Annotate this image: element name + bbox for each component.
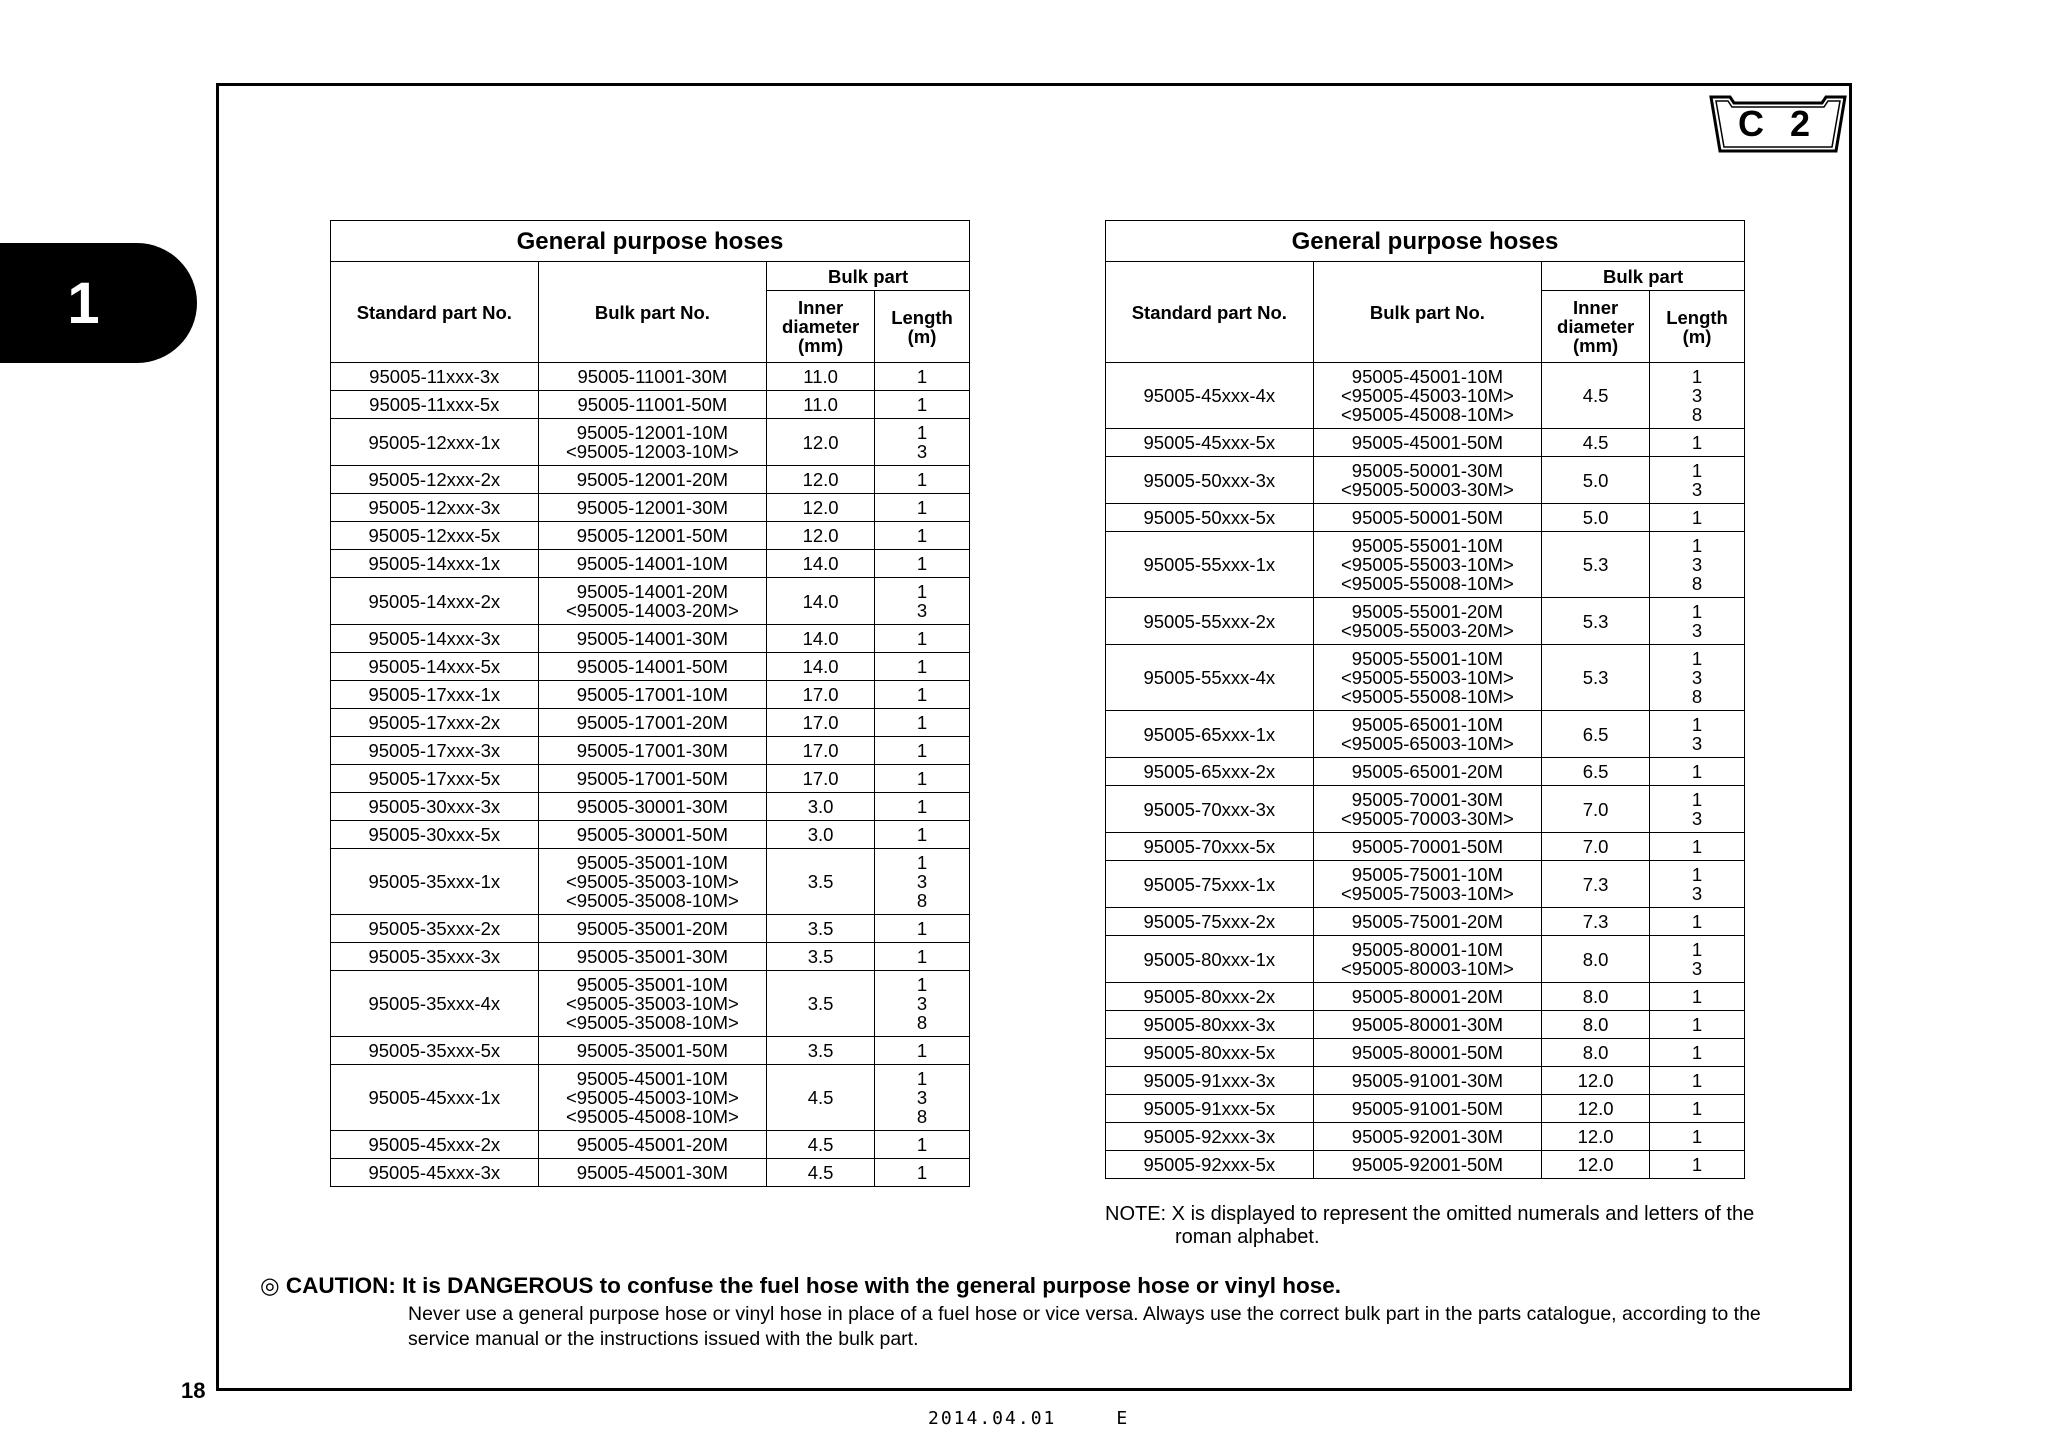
- cell-standard-part: 95005-14xxx-1x: [331, 550, 539, 578]
- cell-length: 1: [875, 653, 970, 681]
- cell-length: 1 3 8: [1650, 532, 1745, 598]
- hose-table-left: [330, 220, 970, 1187]
- cell-standard-part: 95005-17xxx-5x: [331, 765, 539, 793]
- cell-standard-part: 95005-11xxx-5x: [331, 391, 539, 419]
- table-row: [1106, 758, 1745, 786]
- cell-inner-diameter: 4.5: [767, 1131, 875, 1159]
- col-inner-diameter: Inner diameter (mm): [767, 291, 875, 363]
- cell-bulk-part: 95005-11001-50M: [538, 391, 767, 419]
- cell-bulk-part: 95005-55001-20M <95005-55003-20M>: [1313, 598, 1542, 645]
- table-row: [1106, 936, 1745, 983]
- table-row: [1106, 833, 1745, 861]
- cell-length: 1: [1650, 1095, 1745, 1123]
- cell-standard-part: 95005-45xxx-4x: [1106, 363, 1314, 429]
- cell-standard-part: 95005-80xxx-3x: [1106, 1011, 1314, 1039]
- table-row: [1106, 1095, 1745, 1123]
- cell-inner-diameter: 3.0: [767, 793, 875, 821]
- cell-bulk-part: 95005-70001-50M: [1313, 833, 1542, 861]
- cell-length: 1: [1650, 1067, 1745, 1095]
- cell-standard-part: 95005-35xxx-2x: [331, 915, 539, 943]
- cell-standard-part: 95005-80xxx-2x: [1106, 983, 1314, 1011]
- cell-inner-diameter: 12.0: [1542, 1151, 1650, 1179]
- cell-inner-diameter: 17.0: [767, 709, 875, 737]
- cell-bulk-part: 95005-91001-30M: [1313, 1067, 1542, 1095]
- cell-inner-diameter: 3.5: [767, 915, 875, 943]
- cell-length: 1: [875, 1131, 970, 1159]
- table-row: [1106, 645, 1745, 711]
- table-row: [1106, 786, 1745, 833]
- col-inner-diameter: Inner diameter (mm): [1542, 291, 1650, 363]
- table-row: [331, 971, 970, 1037]
- table-row: [331, 915, 970, 943]
- table-row: [331, 522, 970, 550]
- cell-standard-part: 95005-30xxx-5x: [331, 821, 539, 849]
- table-row: [1106, 1123, 1745, 1151]
- cell-standard-part: 95005-35xxx-4x: [331, 971, 539, 1037]
- table-row: [1106, 1151, 1745, 1179]
- cell-bulk-part: 95005-45001-20M: [538, 1131, 767, 1159]
- cell-bulk-part: 95005-35001-20M: [538, 915, 767, 943]
- cell-inner-diameter: 17.0: [767, 765, 875, 793]
- cell-standard-part: 95005-91xxx-5x: [1106, 1095, 1314, 1123]
- cell-bulk-part: 95005-12001-50M: [538, 522, 767, 550]
- cell-length: 1 3: [1650, 711, 1745, 758]
- cell-bulk-part: 95005-17001-30M: [538, 737, 767, 765]
- table-row: [331, 466, 970, 494]
- cell-standard-part: 95005-92xxx-3x: [1106, 1123, 1314, 1151]
- col-standard-part: Standard part No.: [331, 262, 539, 363]
- cell-inner-diameter: 12.0: [1542, 1067, 1650, 1095]
- caution-block: [260, 1272, 1820, 1352]
- cell-length: 1: [875, 737, 970, 765]
- table-row: [1106, 429, 1745, 457]
- cell-standard-part: 95005-17xxx-1x: [331, 681, 539, 709]
- cell-inner-diameter: 7.3: [1542, 861, 1650, 908]
- table-row: [1106, 861, 1745, 908]
- table-row: [331, 765, 970, 793]
- cell-inner-diameter: 5.3: [1542, 645, 1650, 711]
- table-row: [331, 1065, 970, 1131]
- cell-standard-part: 95005-70xxx-5x: [1106, 833, 1314, 861]
- cell-standard-part: 95005-35xxx-5x: [331, 1037, 539, 1065]
- cell-length: 1: [875, 793, 970, 821]
- table-row: [331, 943, 970, 971]
- cell-standard-part: 95005-91xxx-3x: [1106, 1067, 1314, 1095]
- cell-bulk-part: 95005-75001-20M: [1313, 908, 1542, 936]
- cell-standard-part: 95005-50xxx-3x: [1106, 457, 1314, 504]
- cell-bulk-part: 95005-55001-10M <95005-55003-10M> <95005-55008-10M>: [1313, 645, 1542, 711]
- chapter-tab: [0, 243, 197, 363]
- cell-standard-part: 95005-12xxx-3x: [331, 494, 539, 522]
- cell-bulk-part: 95005-17001-50M: [538, 765, 767, 793]
- cell-standard-part: 95005-75xxx-1x: [1106, 861, 1314, 908]
- table-row: [1106, 1067, 1745, 1095]
- cell-length: 1: [1650, 1151, 1745, 1179]
- table-row: [1106, 1011, 1745, 1039]
- cell-inner-diameter: 4.5: [767, 1065, 875, 1131]
- table-row: [331, 681, 970, 709]
- cell-bulk-part: 95005-50001-30M <95005-50003-30M>: [1313, 457, 1542, 504]
- caution-heading: [260, 1272, 1820, 1300]
- cell-bulk-part: 95005-45001-50M: [1313, 429, 1542, 457]
- cell-standard-part: 95005-92xxx-5x: [1106, 1151, 1314, 1179]
- caution-label: CAUTION:: [285, 1273, 396, 1298]
- cell-length: 1: [875, 522, 970, 550]
- cell-length: 1: [875, 1037, 970, 1065]
- cell-length: 1: [1650, 1039, 1745, 1067]
- cell-length: 1: [1650, 1011, 1745, 1039]
- cell-inner-diameter: 5.3: [1542, 532, 1650, 598]
- cell-standard-part: 95005-55xxx-2x: [1106, 598, 1314, 645]
- cell-bulk-part: 95005-80001-30M: [1313, 1011, 1542, 1039]
- cell-inner-diameter: 8.0: [1542, 936, 1650, 983]
- col-standard-part: Standard part No.: [1106, 262, 1314, 363]
- cell-length: 1 3: [1650, 861, 1745, 908]
- cell-standard-part: 95005-45xxx-2x: [331, 1131, 539, 1159]
- col-length: Length (m): [875, 291, 970, 363]
- table-row: [331, 363, 970, 391]
- cell-standard-part: 95005-45xxx-5x: [1106, 429, 1314, 457]
- cell-bulk-part: 95005-14001-50M: [538, 653, 767, 681]
- cell-inner-diameter: 11.0: [767, 391, 875, 419]
- cell-inner-diameter: 11.0: [767, 363, 875, 391]
- cell-inner-diameter: 7.0: [1542, 786, 1650, 833]
- cell-length: 1 3: [1650, 598, 1745, 645]
- cell-standard-part: 95005-17xxx-3x: [331, 737, 539, 765]
- cell-length: 1: [1650, 1123, 1745, 1151]
- cell-length: 1: [875, 550, 970, 578]
- table-row: [331, 1131, 970, 1159]
- cell-length: 1: [875, 494, 970, 522]
- table-row: [1106, 983, 1745, 1011]
- cell-bulk-part: 95005-12001-20M: [538, 466, 767, 494]
- cell-inner-diameter: 14.0: [767, 653, 875, 681]
- col-bulk-part: Bulk part: [1542, 262, 1745, 291]
- cell-bulk-part: 95005-35001-10M <95005-35003-10M> <95005-35008-10M>: [538, 849, 767, 915]
- cell-standard-part: 95005-14xxx-3x: [331, 625, 539, 653]
- cell-bulk-part: 95005-30001-30M: [538, 793, 767, 821]
- cell-inner-diameter: 4.5: [1542, 363, 1650, 429]
- cell-bulk-part: 95005-70001-30M <95005-70003-30M>: [1313, 786, 1542, 833]
- chapter-number: 1: [67, 270, 100, 336]
- cell-inner-diameter: 17.0: [767, 681, 875, 709]
- cell-length: 1: [875, 625, 970, 653]
- cell-length: 1: [875, 765, 970, 793]
- cell-standard-part: 95005-45xxx-1x: [331, 1065, 539, 1131]
- cell-length: 1: [1650, 504, 1745, 532]
- cell-length: 1: [1650, 758, 1745, 786]
- cell-standard-part: 95005-55xxx-4x: [1106, 645, 1314, 711]
- cell-bulk-part: 95005-92001-50M: [1313, 1151, 1542, 1179]
- section-code: C 2: [1737, 103, 1819, 144]
- cell-bulk-part: 95005-55001-10M <95005-55003-10M> <95005-55008-10M>: [1313, 532, 1542, 598]
- note-line-2: roman alphabet.: [1175, 1226, 1320, 1248]
- cell-inner-diameter: 8.0: [1542, 1011, 1650, 1039]
- cell-inner-diameter: 12.0: [1542, 1123, 1650, 1151]
- col-length: Length (m): [1650, 291, 1745, 363]
- cell-standard-part: 95005-50xxx-5x: [1106, 504, 1314, 532]
- table-note: [1105, 1203, 1805, 1249]
- caution-body: Never use a general purpose hose or vinyl hose in place of a fuel hose or vice versa. Always use the correct bulk part in the parts catalogue, according to the service manual or the instructions issued with the bulk part.: [408, 1303, 1761, 1350]
- cell-inner-diameter: 12.0: [767, 494, 875, 522]
- section-badge: [1708, 94, 1848, 154]
- cell-inner-diameter: 3.5: [767, 1037, 875, 1065]
- cell-inner-diameter: 14.0: [767, 578, 875, 625]
- table-row: [1106, 598, 1745, 645]
- cell-length: 1: [1650, 908, 1745, 936]
- cell-inner-diameter: 8.0: [1542, 1039, 1650, 1067]
- cell-standard-part: 95005-80xxx-1x: [1106, 936, 1314, 983]
- col-bulk-part: Bulk part: [767, 262, 970, 291]
- table-row: [331, 494, 970, 522]
- cell-length: 1: [875, 709, 970, 737]
- table-row: [331, 391, 970, 419]
- cell-length: 1 3: [1650, 936, 1745, 983]
- cell-standard-part: 95005-80xxx-5x: [1106, 1039, 1314, 1067]
- cell-inner-diameter: 4.5: [1542, 429, 1650, 457]
- cell-length: 1 3 8: [1650, 645, 1745, 711]
- cell-length: 1: [875, 821, 970, 849]
- cell-bulk-part: 95005-12001-30M: [538, 494, 767, 522]
- cell-inner-diameter: 4.5: [767, 1159, 875, 1187]
- caution-headline: It is DANGEROUS to confuse the fuel hose with the general purpose hose or vinyl hose.: [402, 1273, 1342, 1298]
- cell-length: 1: [875, 915, 970, 943]
- cell-length: 1 3 8: [1650, 363, 1745, 429]
- cell-length: 1 3: [875, 578, 970, 625]
- cell-inner-diameter: 3.5: [767, 943, 875, 971]
- note-line-1: NOTE: X is displayed to represent the omitted numerals and letters of the: [1105, 1203, 1755, 1225]
- cell-inner-diameter: 7.0: [1542, 833, 1650, 861]
- cell-bulk-part: 95005-14001-20M <95005-14003-20M>: [538, 578, 767, 625]
- table-row: [1106, 532, 1745, 598]
- cell-inner-diameter: 12.0: [767, 466, 875, 494]
- cell-bulk-part: 95005-80001-20M: [1313, 983, 1542, 1011]
- table-title: General purpose hoses: [331, 221, 970, 262]
- cell-standard-part: 95005-65xxx-2x: [1106, 758, 1314, 786]
- footer-edition: E: [1116, 1408, 1130, 1429]
- cell-bulk-part: 95005-14001-30M: [538, 625, 767, 653]
- cell-standard-part: 95005-55xxx-1x: [1106, 532, 1314, 598]
- table-row: [331, 793, 970, 821]
- cell-bulk-part: 95005-45001-10M <95005-45003-10M> <95005-45008-10M>: [1313, 363, 1542, 429]
- cell-length: 1 3: [1650, 457, 1745, 504]
- cell-bulk-part: 95005-80001-50M: [1313, 1039, 1542, 1067]
- cell-length: 1: [875, 943, 970, 971]
- cell-inner-diameter: 3.5: [767, 849, 875, 915]
- cell-bulk-part: 95005-35001-30M: [538, 943, 767, 971]
- cell-inner-diameter: 5.3: [1542, 598, 1650, 645]
- cell-bulk-part: 95005-17001-10M: [538, 681, 767, 709]
- table-title: General purpose hoses: [1106, 221, 1745, 262]
- cell-standard-part: 95005-70xxx-3x: [1106, 786, 1314, 833]
- cell-length: 1 3: [875, 419, 970, 466]
- cell-bulk-part: 95005-80001-10M <95005-80003-10M>: [1313, 936, 1542, 983]
- cell-inner-diameter: 3.5: [767, 971, 875, 1037]
- table-row: [1106, 363, 1745, 429]
- cell-standard-part: 95005-12xxx-1x: [331, 419, 539, 466]
- table-row: [331, 653, 970, 681]
- cell-inner-diameter: 8.0: [1542, 983, 1650, 1011]
- cell-length: 1: [875, 1159, 970, 1187]
- table-row: [331, 419, 970, 466]
- cell-standard-part: 95005-14xxx-5x: [331, 653, 539, 681]
- cell-standard-part: 95005-17xxx-2x: [331, 709, 539, 737]
- cell-bulk-part: 95005-30001-50M: [538, 821, 767, 849]
- cell-length: 1 3 8: [875, 1065, 970, 1131]
- cell-length: 1: [875, 363, 970, 391]
- cell-bulk-part: 95005-12001-10M <95005-12003-10M>: [538, 419, 767, 466]
- cell-length: 1 3 8: [875, 971, 970, 1037]
- cell-standard-part: 95005-35xxx-3x: [331, 943, 539, 971]
- col-bulk-part-no: Bulk part No.: [538, 262, 767, 363]
- cell-bulk-part: 95005-45001-30M: [538, 1159, 767, 1187]
- cell-inner-diameter: 17.0: [767, 737, 875, 765]
- footer: [928, 1408, 1129, 1429]
- table-row: [331, 737, 970, 765]
- cell-bulk-part: 95005-35001-50M: [538, 1037, 767, 1065]
- cell-standard-part: 95005-65xxx-1x: [1106, 711, 1314, 758]
- cell-inner-diameter: 6.5: [1542, 711, 1650, 758]
- table-row: [1106, 504, 1745, 532]
- cell-inner-diameter: 6.5: [1542, 758, 1650, 786]
- cell-standard-part: 95005-35xxx-1x: [331, 849, 539, 915]
- cell-inner-diameter: 5.0: [1542, 504, 1650, 532]
- cell-standard-part: 95005-30xxx-3x: [331, 793, 539, 821]
- cell-bulk-part: 95005-65001-10M <95005-65003-10M>: [1313, 711, 1542, 758]
- cell-inner-diameter: 14.0: [767, 625, 875, 653]
- cell-bulk-part: 95005-92001-30M: [1313, 1123, 1542, 1151]
- page-number: 18: [181, 1378, 206, 1403]
- table-row: [1106, 457, 1745, 504]
- cell-bulk-part: 95005-45001-10M <95005-45003-10M> <95005-45008-10M>: [538, 1065, 767, 1131]
- cell-standard-part: 95005-11xxx-3x: [331, 363, 539, 391]
- table-row: [331, 1037, 970, 1065]
- cell-bulk-part: 95005-50001-50M: [1313, 504, 1542, 532]
- cell-inner-diameter: 5.0: [1542, 457, 1650, 504]
- footer-date: 2014.04.01: [928, 1408, 1057, 1429]
- cell-inner-diameter: 12.0: [767, 522, 875, 550]
- table-row: [1106, 908, 1745, 936]
- cell-length: 1: [1650, 833, 1745, 861]
- table-row: [331, 578, 970, 625]
- cell-length: 1: [875, 466, 970, 494]
- cell-standard-part: 95005-75xxx-2x: [1106, 908, 1314, 936]
- cell-standard-part: 95005-14xxx-2x: [331, 578, 539, 625]
- cell-length: 1 3: [1650, 786, 1745, 833]
- cell-bulk-part: 95005-65001-20M: [1313, 758, 1542, 786]
- cell-standard-part: 95005-12xxx-5x: [331, 522, 539, 550]
- cell-length: 1: [875, 681, 970, 709]
- table-row: [1106, 1039, 1745, 1067]
- table-row: [331, 849, 970, 915]
- table-row: [331, 821, 970, 849]
- cell-bulk-part: 95005-17001-20M: [538, 709, 767, 737]
- cell-inner-diameter: 7.3: [1542, 908, 1650, 936]
- cell-inner-diameter: 3.0: [767, 821, 875, 849]
- caution-symbol-icon: ◎: [260, 1273, 280, 1298]
- table-row: [331, 709, 970, 737]
- cell-standard-part: 95005-12xxx-2x: [331, 466, 539, 494]
- hose-table-right: [1105, 220, 1745, 1179]
- table-row: [1106, 711, 1745, 758]
- cell-length: 1: [875, 391, 970, 419]
- cell-standard-part: 95005-45xxx-3x: [331, 1159, 539, 1187]
- cell-length: 1: [1650, 429, 1745, 457]
- cell-bulk-part: 95005-14001-10M: [538, 550, 767, 578]
- cell-bulk-part: 95005-91001-50M: [1313, 1095, 1542, 1123]
- cell-inner-diameter: 12.0: [767, 419, 875, 466]
- cell-bulk-part: 95005-35001-10M <95005-35003-10M> <95005-35008-10M>: [538, 971, 767, 1037]
- table-row: [331, 1159, 970, 1187]
- cell-bulk-part: 95005-11001-30M: [538, 363, 767, 391]
- cell-length: 1: [1650, 983, 1745, 1011]
- col-bulk-part-no: Bulk part No.: [1313, 262, 1542, 363]
- cell-inner-diameter: 12.0: [1542, 1095, 1650, 1123]
- cell-bulk-part: 95005-75001-10M <95005-75003-10M>: [1313, 861, 1542, 908]
- cell-length: 1 3 8: [875, 849, 970, 915]
- table-row: [331, 625, 970, 653]
- cell-inner-diameter: 14.0: [767, 550, 875, 578]
- table-row: [331, 550, 970, 578]
